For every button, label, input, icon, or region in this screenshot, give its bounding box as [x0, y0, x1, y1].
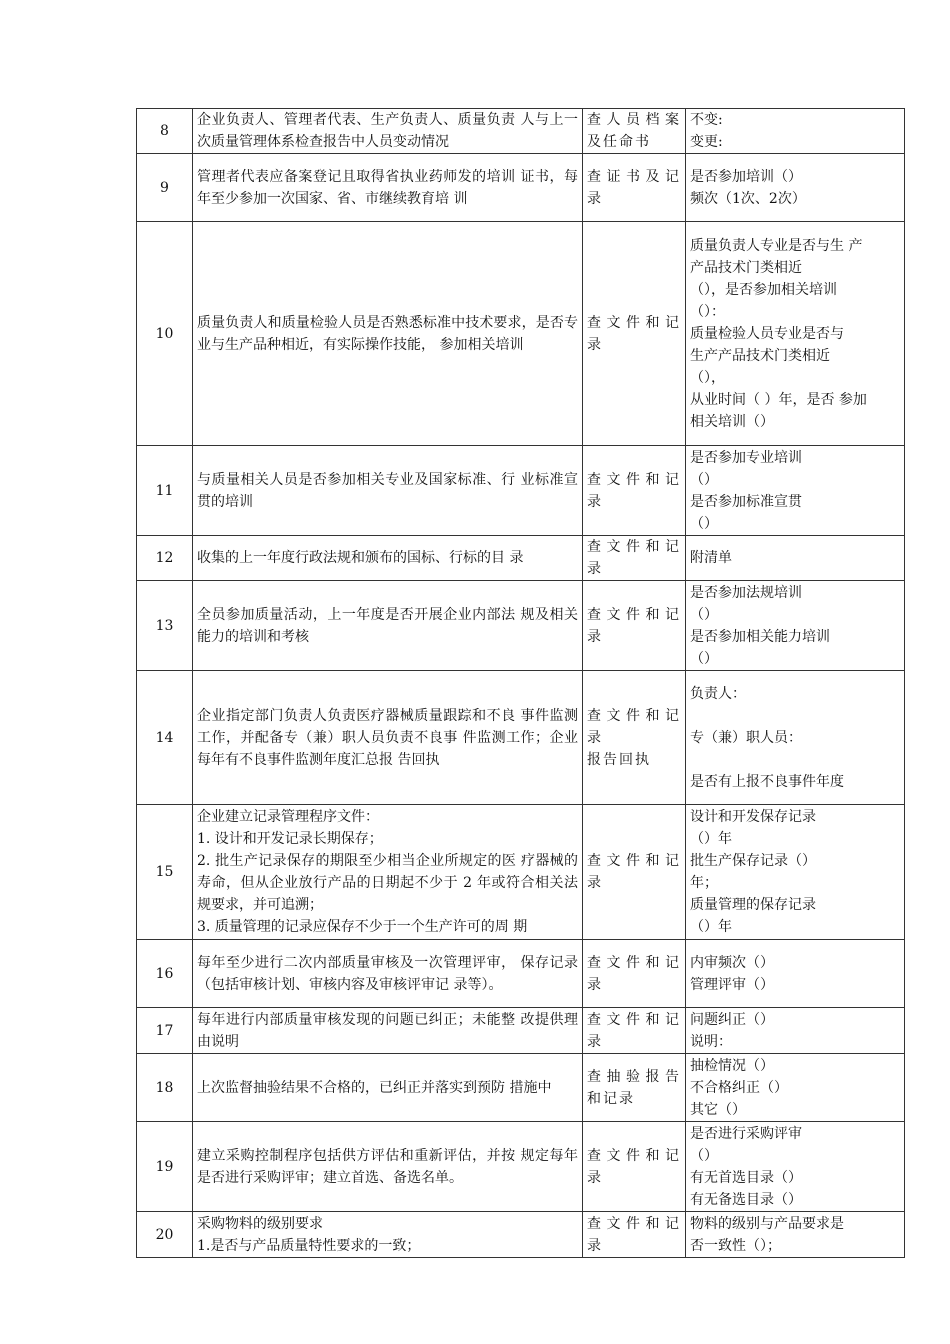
check-result — [686, 154, 905, 222]
inspection-item-line: 收集的上一年度行政法规和颁布的国标、行标的目 录 — [197, 550, 524, 566]
inspection-item-line: 3. 质量管理的记录应保存不少于一个生产许可的周 期 — [197, 919, 528, 935]
table-row — [137, 1122, 905, 1212]
table-row — [137, 940, 905, 1008]
check-result-line: （）年 — [690, 919, 732, 935]
check-result — [686, 805, 905, 940]
check-result-line: 是否参加法规培训 — [690, 584, 802, 601]
check-result-line: 说明： — [690, 1033, 732, 1050]
inspection-item-line: 每年进行内部质量审核发现的问题已纠正；未能整 改提供理由说明 — [197, 1011, 578, 1050]
item-number: 11 — [137, 446, 193, 536]
check-result-line: 变更: — [690, 134, 723, 150]
check-method — [583, 1054, 686, 1122]
check-method-line: 查文件和记录 — [587, 539, 681, 577]
inspection-item-line: 管理者代表应备案登记且取得省执业药师发的培训 证书，每年至少参加一次国家、省、市继续教育培 训 — [197, 168, 578, 207]
check-method — [583, 536, 686, 581]
check-result-line: 从业时间（ ）年，是否 参加 — [690, 391, 867, 408]
inspection-item-line: 采购物料的级别要求 — [197, 1215, 323, 1232]
check-result — [686, 1008, 905, 1054]
check-method — [583, 446, 686, 536]
check-method-line: 查文件和记录 — [587, 314, 681, 353]
table-row — [137, 536, 905, 581]
check-method-line: 查文件和记录 — [587, 1215, 681, 1254]
check-result-line — [690, 705, 900, 727]
table-row — [137, 671, 905, 805]
check-result-line: 质量负责人专业是否与生 产 — [690, 237, 863, 254]
inspection-item — [193, 805, 583, 940]
check-method-line: 报告回执 — [587, 751, 651, 768]
inspection-item — [193, 671, 583, 805]
check-result-line: （） — [690, 606, 718, 623]
item-number: 18 — [137, 1054, 193, 1122]
check-result-line — [690, 749, 900, 771]
check-method-line: 查文件和记录 — [587, 606, 681, 645]
inspection-item — [193, 446, 583, 536]
check-result-line: 质量检验人员专业是否与 — [690, 325, 844, 342]
check-method-line: 查文件和记录 — [587, 471, 681, 510]
check-result-line: （）： — [690, 303, 725, 320]
check-result-line: 是否参加专业培训 — [690, 449, 802, 466]
check-method — [583, 222, 686, 446]
item-number: 13 — [137, 581, 193, 671]
check-method — [583, 940, 686, 1008]
check-result-line: 是否有上报不良事件年度 — [690, 773, 844, 790]
check-result-line: 不变: — [690, 112, 723, 128]
check-result-line: 负责人： — [690, 685, 746, 702]
inspection-item — [193, 222, 583, 446]
inspection-item-line: 建立采购控制程序包括供方评估和重新评估，并按 规定每年是否进行采购评审；建立首选、备选名单。 — [197, 1147, 578, 1186]
check-result-line: 相关培训（） — [690, 413, 774, 430]
check-result-line: 是否进行采购评审 — [690, 1125, 802, 1142]
inspection-item-line: 上次监督抽验结果不合格的，已纠正并落实到预防 措施中 — [197, 1079, 552, 1096]
check-method-line: 查文件和记录 — [587, 1147, 681, 1186]
table-row — [137, 109, 905, 154]
item-number: 9 — [137, 154, 193, 222]
item-number: 15 — [137, 805, 193, 940]
check-result-line: 抽检情况（） — [690, 1057, 774, 1074]
inspection-item-line: 企业建立记录管理程序文件： — [197, 809, 379, 825]
table-row — [137, 222, 905, 446]
inspection-item — [193, 581, 583, 671]
check-method-line: 查文件和记录 — [587, 1011, 681, 1050]
table-row — [137, 1008, 905, 1054]
check-result-line: （） — [690, 1147, 718, 1164]
check-method — [583, 1122, 686, 1212]
check-method-line: 查文件和记录 — [587, 954, 681, 993]
check-method — [583, 1212, 686, 1258]
check-result-line: 生产产品技术门类相近 — [690, 347, 830, 364]
check-result-line: 物料的级别与产品要求是 — [690, 1215, 844, 1232]
item-number: 19 — [137, 1122, 193, 1212]
inspection-item — [193, 1122, 583, 1212]
table-row — [137, 805, 905, 940]
check-result-line: 批生产保存记录（） — [690, 853, 816, 869]
check-result-line: （）年 — [690, 831, 732, 847]
item-number: 10 — [137, 222, 193, 446]
check-result-line: （），是否参加相关培训 — [690, 281, 837, 298]
check-method-line: 查证书及记录 — [587, 168, 681, 207]
check-result — [686, 581, 905, 671]
table-row — [137, 446, 905, 536]
inspection-item-line: 企业负责人、管理者代表、生产负责人、质量负责 人与上一次质量管理体系检查报告中人员变动情况 — [197, 112, 578, 150]
item-number: 20 — [137, 1212, 193, 1258]
check-result-line: 是否参加标准宣贯 — [690, 493, 802, 510]
item-number: 14 — [137, 671, 193, 805]
check-result-line: 否一致性（）； — [690, 1237, 781, 1254]
inspection-item-line: 1. 设计和开发记录长期保存； — [197, 831, 383, 847]
inspection-item — [193, 109, 583, 154]
inspection-item — [193, 536, 583, 581]
check-result-line: 不合格纠正（） — [690, 1079, 788, 1096]
check-result — [686, 1212, 905, 1258]
check-result-line: 附清单 — [690, 550, 732, 566]
inspection-item-line: 2. 批生产记录保存的期限至少相当企业所规定的医 疗器械的寿命，但从企业放行产品的日期起不少于 2 年或符合相关法规要求，并可追溯； — [197, 853, 578, 913]
check-result — [686, 1054, 905, 1122]
check-result-line: 频次（1次、2次） — [690, 190, 806, 207]
item-number: 8 — [137, 109, 193, 154]
check-result — [686, 940, 905, 1008]
inspection-item-line: 全员参加质量活动，上一年度是否开展企业内部法 规及相关能力的培训和考核 — [197, 606, 578, 645]
check-result-line: 是否参加培训（） — [690, 168, 802, 185]
inspection-item — [193, 1212, 583, 1258]
check-result-line: （） — [690, 650, 718, 667]
table-row — [137, 581, 905, 671]
check-result — [686, 671, 905, 805]
item-number: 12 — [137, 536, 193, 581]
inspection-item-line: 与质量相关人员是否参加相关专业及国家标准、行 业标准宣贯的培训 — [197, 471, 578, 510]
check-result-line: 质量管理的保存记录 — [690, 897, 816, 913]
inspection-item-line: 质量负责人和质量检验人员是否熟悉标准中技术要求，是否专业与生产品种相近，有实际操作技能， 参加相关培训 — [197, 314, 578, 353]
check-method — [583, 581, 686, 671]
check-method-line: 查抽验报告和记录 — [587, 1068, 681, 1107]
check-method — [583, 109, 686, 154]
table-row — [137, 154, 905, 222]
check-method-line: 查人员档案及任命书 — [587, 112, 681, 150]
check-result-line: 设计和开发保存记录 — [690, 809, 816, 825]
inspection-item-line: 企业指定部门负责人负责医疗器械质量跟踪和不良 事件监测工作，并配备专（兼）职人员负责不良事 件监测工作；企业每年有不良事件监测年度汇总报 告回执 — [197, 707, 578, 768]
check-result-line: （）， — [690, 369, 725, 386]
check-result-line: 有无备选目录（） — [690, 1191, 802, 1208]
check-result — [686, 446, 905, 536]
check-result — [686, 109, 905, 154]
inspection-item-line: 1.是否与产品质量特性要求的一致； — [197, 1237, 421, 1254]
check-result-line: 是否参加相关能力培训 — [690, 628, 830, 645]
check-method — [583, 154, 686, 222]
check-result-line: 其它（） — [690, 1101, 746, 1118]
check-result-line: 问题纠正（） — [690, 1011, 774, 1028]
check-method-line: 查文件和记录 — [587, 707, 681, 746]
check-result — [686, 536, 905, 581]
inspection-checklist-table — [136, 108, 905, 1258]
item-number: 16 — [137, 940, 193, 1008]
check-result-line: 内审频次（） — [690, 954, 774, 971]
check-result-line: （） — [690, 471, 718, 488]
inspection-item — [193, 1008, 583, 1054]
check-result-line: （） — [690, 515, 718, 532]
inspection-item — [193, 154, 583, 222]
table-row — [137, 1212, 905, 1258]
item-number: 17 — [137, 1008, 193, 1054]
check-method — [583, 671, 686, 805]
check-result — [686, 1122, 905, 1212]
inspection-item — [193, 1054, 583, 1122]
check-result-line: 年； — [690, 875, 718, 891]
table-row — [137, 1054, 905, 1122]
check-result-line: 管理评审（） — [690, 976, 774, 993]
check-result-line: 有无首选目录（） — [690, 1169, 802, 1186]
check-method — [583, 805, 686, 940]
check-result-line: 专（兼）职人员： — [690, 729, 802, 746]
check-result — [686, 222, 905, 446]
check-result-line: 产品技术门类相近 — [690, 259, 802, 276]
inspection-item-line: 每年至少进行二次内部质量审核及一次管理评审， 保存记录（包括审核计划、审核内容及审核评审记 录等）。 — [197, 954, 578, 993]
check-method-line: 查文件和记录 — [587, 853, 681, 891]
check-method — [583, 1008, 686, 1054]
inspection-item — [193, 940, 583, 1008]
